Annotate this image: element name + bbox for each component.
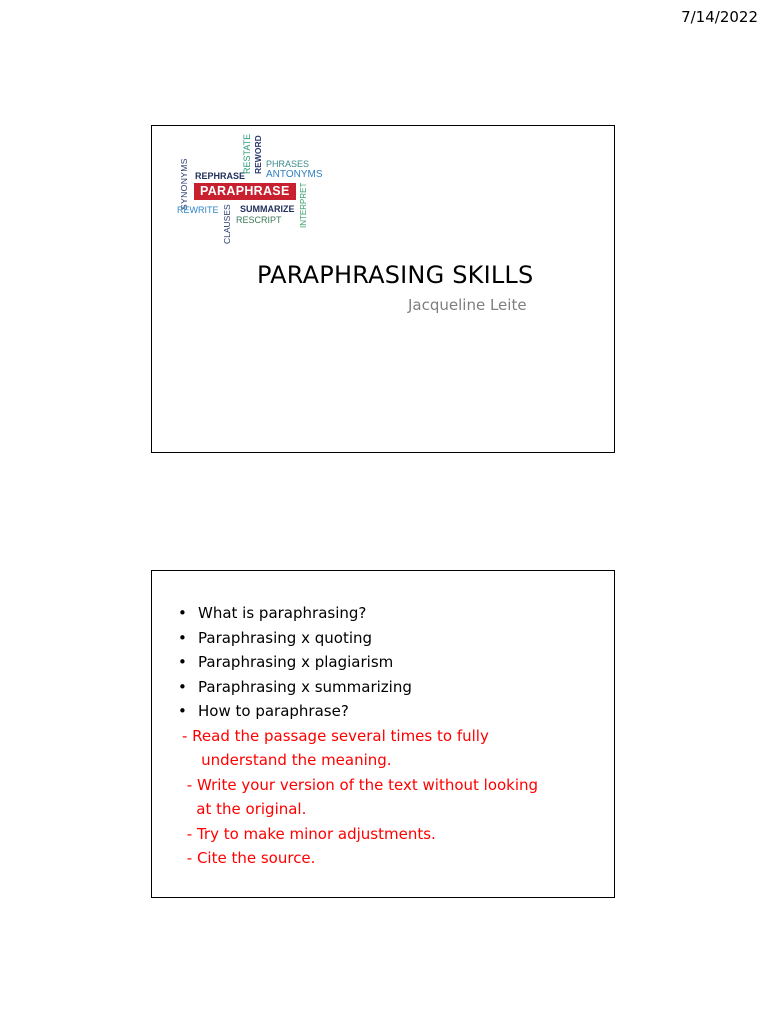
page-date: 7/14/2022 [681, 8, 758, 26]
word-phrases: PHRASES [266, 159, 310, 169]
step-line: understand the meaning. [182, 751, 392, 769]
bullet-list [176, 601, 604, 724]
word-reword: REWORD [253, 135, 263, 174]
word-clauses: CLAUSES [222, 204, 232, 244]
bullet-icon: • [178, 604, 187, 622]
word-rephrase: REPHRASE [195, 171, 246, 181]
word-rescript: RESCRIPT [236, 215, 282, 225]
bullet-item: • Paraphrasing x summarizing [176, 675, 604, 700]
word-rewrite: REWRITE [177, 205, 219, 215]
word-interpret: INTERPRET [299, 182, 308, 228]
slide-content [176, 601, 604, 871]
title-slide [151, 125, 615, 453]
step-line: - Write your version of the text without looking [182, 775, 539, 794]
slide-title: PARAPHRASING SKILLS [257, 261, 534, 289]
slide-subtitle: Jacqueline Leite [408, 296, 527, 314]
bullet-item: • Paraphrasing x quoting [176, 626, 604, 651]
word-antonyms: ANTONYMS [266, 169, 323, 180]
word-synonyms: SYNONYMS [179, 158, 189, 210]
step-line: - Cite the source. [182, 849, 316, 867]
step-line: at the original. [182, 800, 307, 818]
bullet-icon: • [178, 653, 187, 671]
bullet-icon: • [178, 702, 187, 720]
paraphrase-word-cloud [174, 132, 334, 244]
bullet-icon: • [178, 628, 187, 647]
bullet-item: • Paraphrasing x plagiarism [176, 650, 604, 675]
step-line: - Try to make minor adjustments. [182, 824, 436, 843]
word-summarize: SUMMARIZE [240, 204, 295, 214]
bullet-item: • What is paraphrasing? [176, 601, 604, 626]
word-paraphrase: PARAPHRASE [194, 183, 296, 200]
step-line: - Read the passage several times to fully [182, 726, 489, 745]
word-restate: RESTATE [242, 133, 252, 174]
bullet-item: • How to paraphrase? [176, 699, 604, 724]
bullet-icon: • [178, 677, 187, 696]
content-slide [151, 570, 615, 898]
